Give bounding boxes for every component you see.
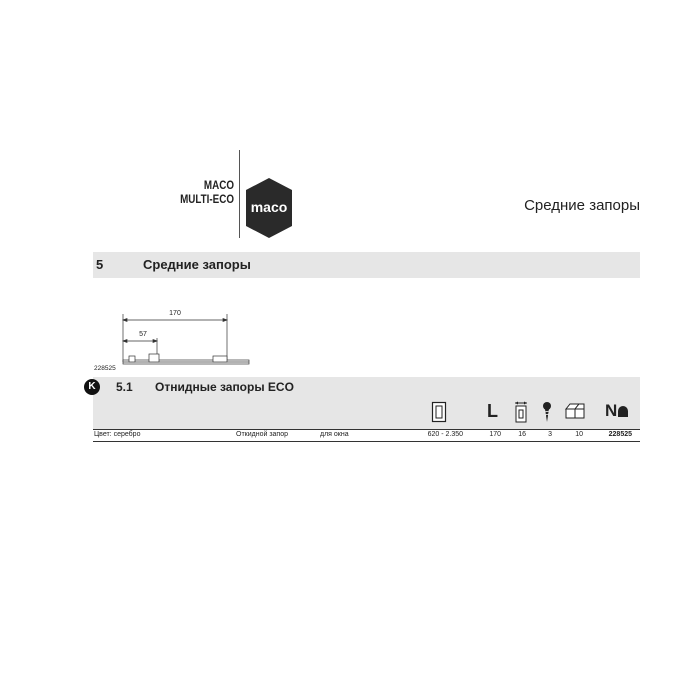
- window-size-icon: [431, 401, 447, 423]
- length-icon: L: [487, 401, 498, 421]
- k-badge: K: [84, 379, 100, 395]
- maco-logo: [244, 176, 294, 240]
- cell-usage: для окна: [320, 431, 349, 438]
- brand-line-1: MACO: [203, 178, 234, 192]
- backset-icon: [513, 401, 529, 423]
- cell-range: 620 - 2.350: [427, 431, 463, 438]
- cell-name: Откидной запор: [236, 431, 289, 438]
- package-icon: [564, 401, 586, 423]
- logo-text: maco: [250, 199, 288, 215]
- drawing-article-code: 228525: [94, 365, 116, 372]
- cell-article: 228525: [608, 431, 632, 438]
- cell-screws: 3: [548, 431, 552, 438]
- subsection-title: Отнидные запоры ECO: [155, 380, 294, 394]
- dimension-offset: 57: [139, 331, 147, 338]
- technical-drawing: [93, 300, 263, 376]
- section-number: 5: [96, 257, 104, 272]
- article-number-label: N: [605, 401, 618, 420]
- cell-color: Цвет: серебро: [94, 431, 141, 438]
- cell-package: 10: [575, 431, 583, 438]
- section-title: Средние запоры: [143, 257, 251, 272]
- page-title: Средние запоры: [524, 197, 640, 214]
- brand-line-2: MULTI-ECO: [180, 192, 234, 206]
- brand-divider: [239, 150, 240, 238]
- table-bottom-divider: [93, 441, 640, 442]
- article-number-mark: [618, 406, 628, 417]
- cell-length: 170: [489, 431, 501, 438]
- subsection-number: 5.1: [116, 380, 133, 394]
- dimension-total: 170: [169, 310, 181, 317]
- table-header-divider: [93, 429, 640, 430]
- screw-icon: [541, 401, 553, 423]
- article-number-icon: [605, 401, 628, 421]
- brand-name: [180, 178, 234, 206]
- cell-backset: 16: [518, 431, 526, 438]
